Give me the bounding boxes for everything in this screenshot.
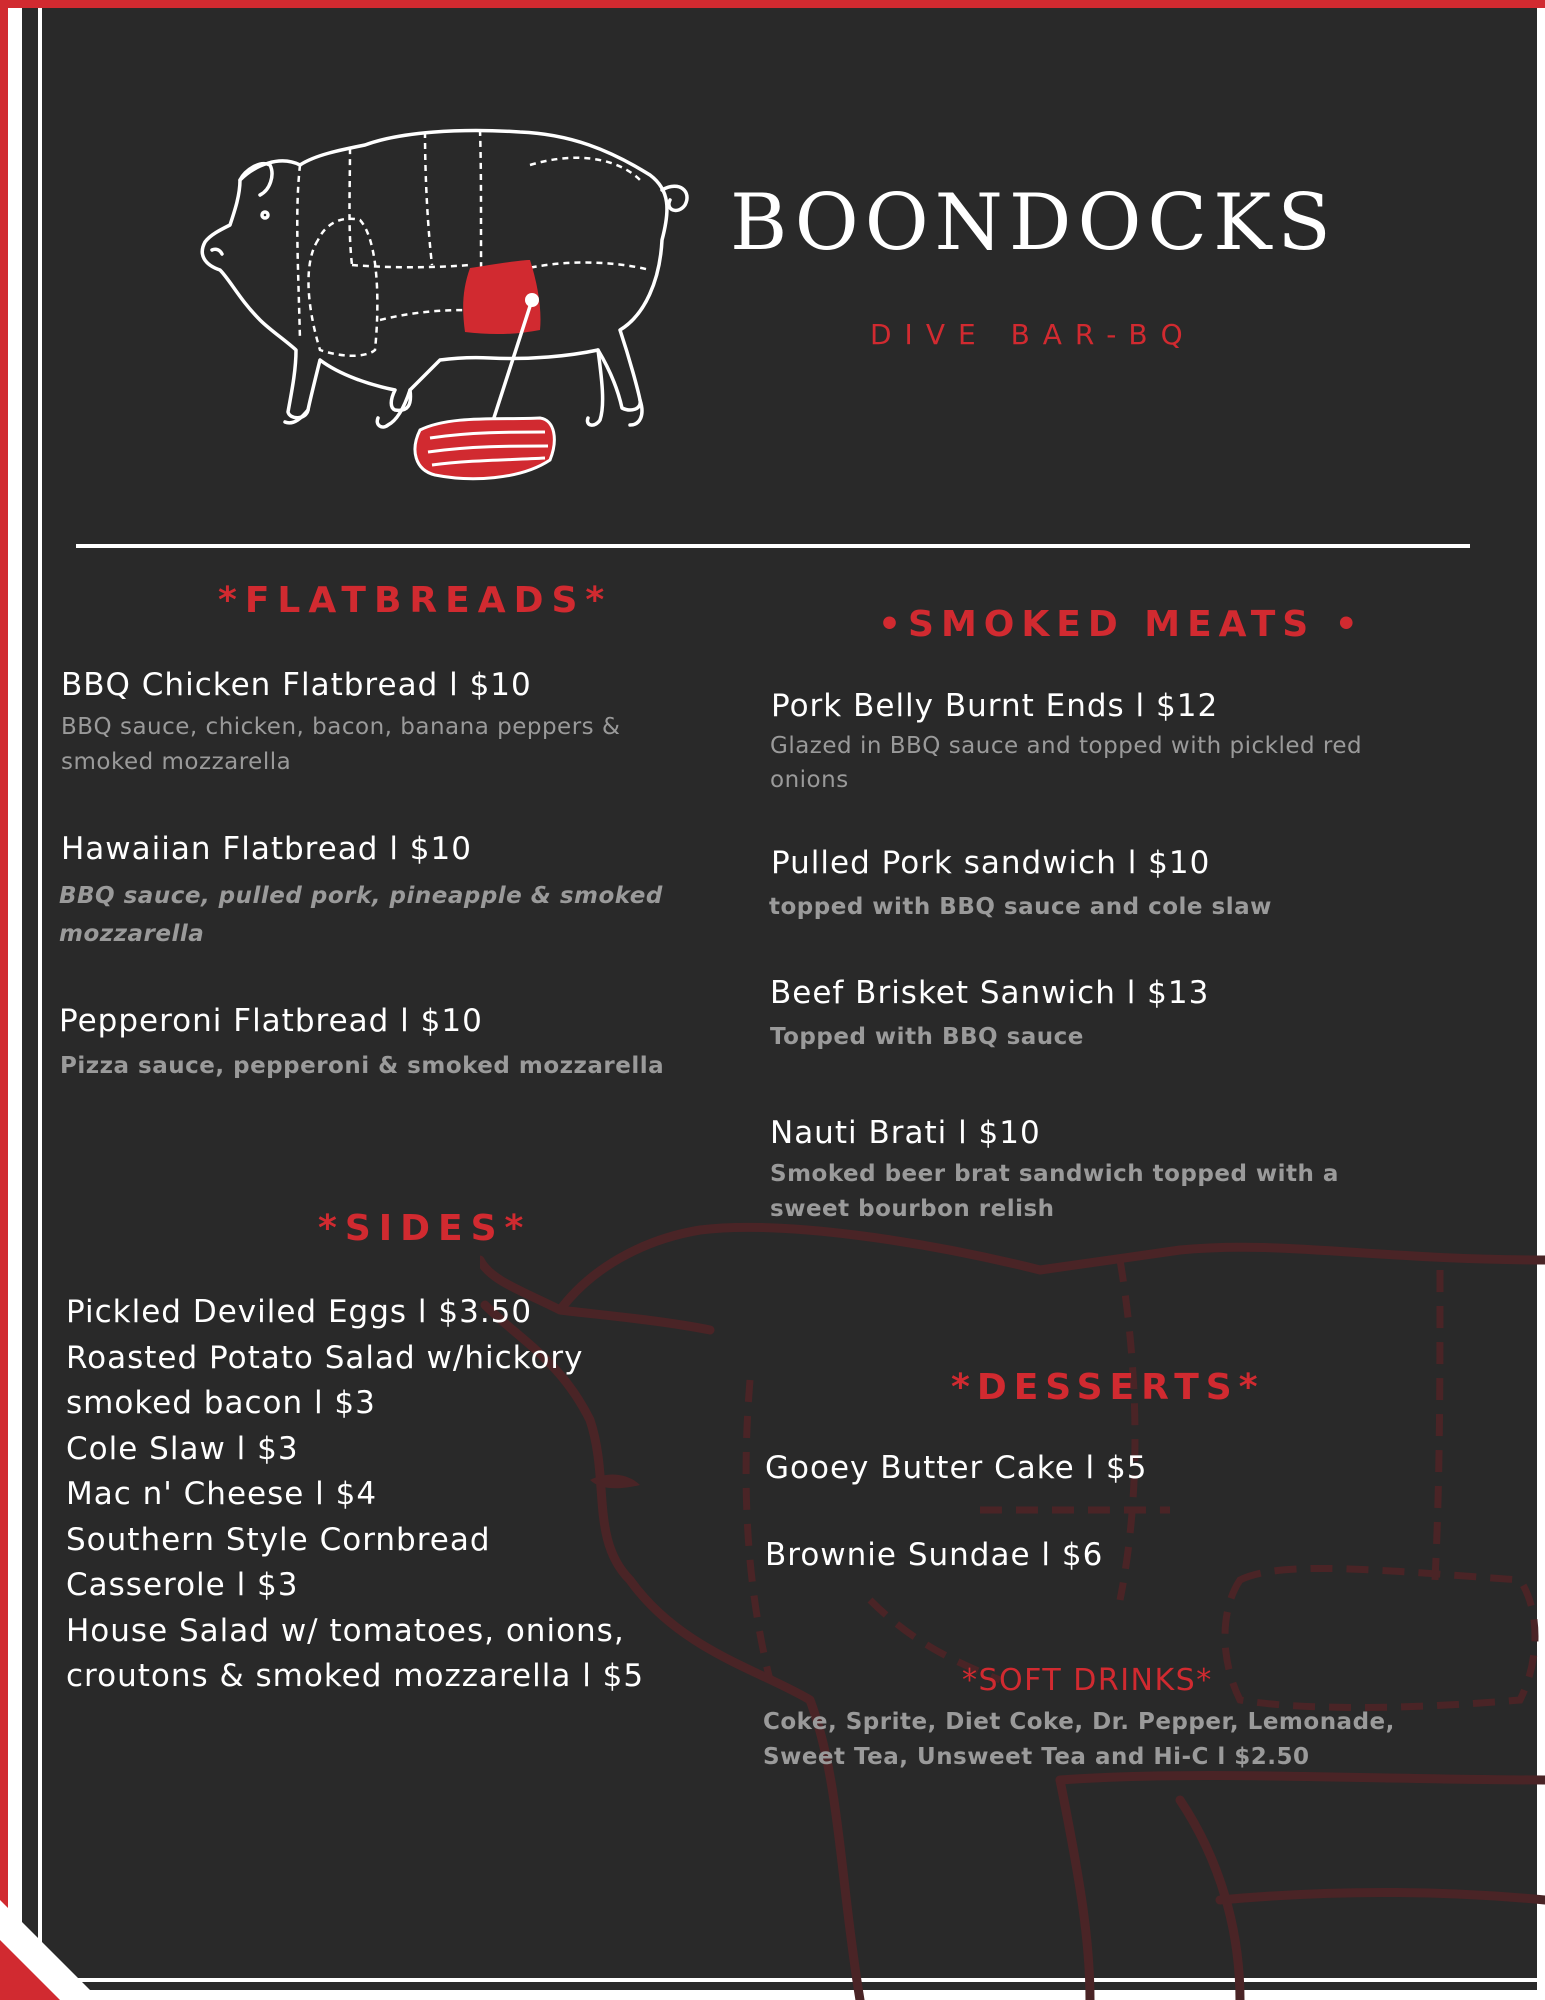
menu-item-description: Glazed in BBQ sauce and topped with pickled red onions (770, 733, 1363, 793)
list-item: croutons & smoked mozzarella l $5 (66, 1658, 645, 1694)
menu-item-description: Coke, Sprite, Diet Coke, Dr. Pepper, Lemonade, Sweet Tea, Unsweet Tea and Hi-C l $2.50 (763, 1709, 1395, 1770)
list-item: Roasted Potato Salad w/hickory (66, 1339, 584, 1376)
list-item: House Salad w/ tomatoes, onions, (66, 1612, 625, 1649)
list-item: Mac n' Cheese l $4 (66, 1476, 378, 1512)
inner-border-line-bottom (38, 1978, 1538, 1982)
menu-item-name: Gooey Butter Cake l $5 (765, 1450, 1148, 1486)
menu-item-name: BBQ Chicken Flatbread l $10 (61, 667, 532, 703)
pig-logo-icon (200, 120, 700, 490)
list-item: Southern Style Cornbread (66, 1521, 491, 1558)
menu-item-description: Topped with BBQ sauce (770, 1024, 1084, 1050)
menu-item-name: Brownie Sundae l $6 (765, 1537, 1104, 1573)
menu-item-name: Beef Brisket Sanwich l $13 (770, 975, 1210, 1011)
restaurant-tagline: DIVE BAR-BQ (870, 318, 1196, 351)
menu-item-name: Hawaiian Flatbread l $10 (61, 831, 472, 867)
list-item: smoked bacon l $3 (66, 1385, 376, 1421)
section-title-desserts: *DESSERTS* (951, 1367, 1265, 1408)
section-title-smoked-meats: •SMOKED MEATS • (878, 604, 1365, 645)
corner-decoration (0, 1900, 100, 2000)
menu-item-description: topped with BBQ sauce and cole slaw (769, 894, 1272, 920)
section-title-sides: *SIDES* (318, 1208, 532, 1249)
header-divider (76, 544, 1470, 548)
menu-item-description: Pizza sauce, pepperoni & smoked mozzarella (60, 1053, 665, 1079)
list-item: Pickled Deviled Eggs l $3.50 (66, 1294, 533, 1330)
list-item: Casserole l $3 (66, 1567, 299, 1603)
menu-item-name: Pepperoni Flatbread l $10 (59, 1003, 483, 1039)
menu-item-name: Pork Belly Burnt Ends l $12 (771, 688, 1219, 724)
menu-item-name: Pulled Pork sandwich l $10 (771, 845, 1211, 881)
restaurant-name: BOONDOCKS (730, 178, 1337, 268)
menu-item-name: Nauti Brati l $10 (770, 1115, 1041, 1151)
list-item: Cole Slaw l $3 (66, 1430, 299, 1467)
section-title-flatbreads: *FLATBREADS* (218, 580, 613, 621)
inner-border-line (38, 8, 42, 1978)
section-title-soft-drinks: *SOFT DRINKS* (962, 1663, 1213, 1698)
menu-item-description: BBQ sauce, pulled pork, pineapple & smoked mozzarella (59, 883, 663, 947)
menu-item-description: Smoked beer brat sandwich topped with a sweet bourbon relish (770, 1161, 1339, 1222)
menu-item-description: BBQ sauce, chicken, bacon, banana peppers & smoked mozzarella (61, 714, 621, 775)
sides-list (66, 1290, 706, 1700)
